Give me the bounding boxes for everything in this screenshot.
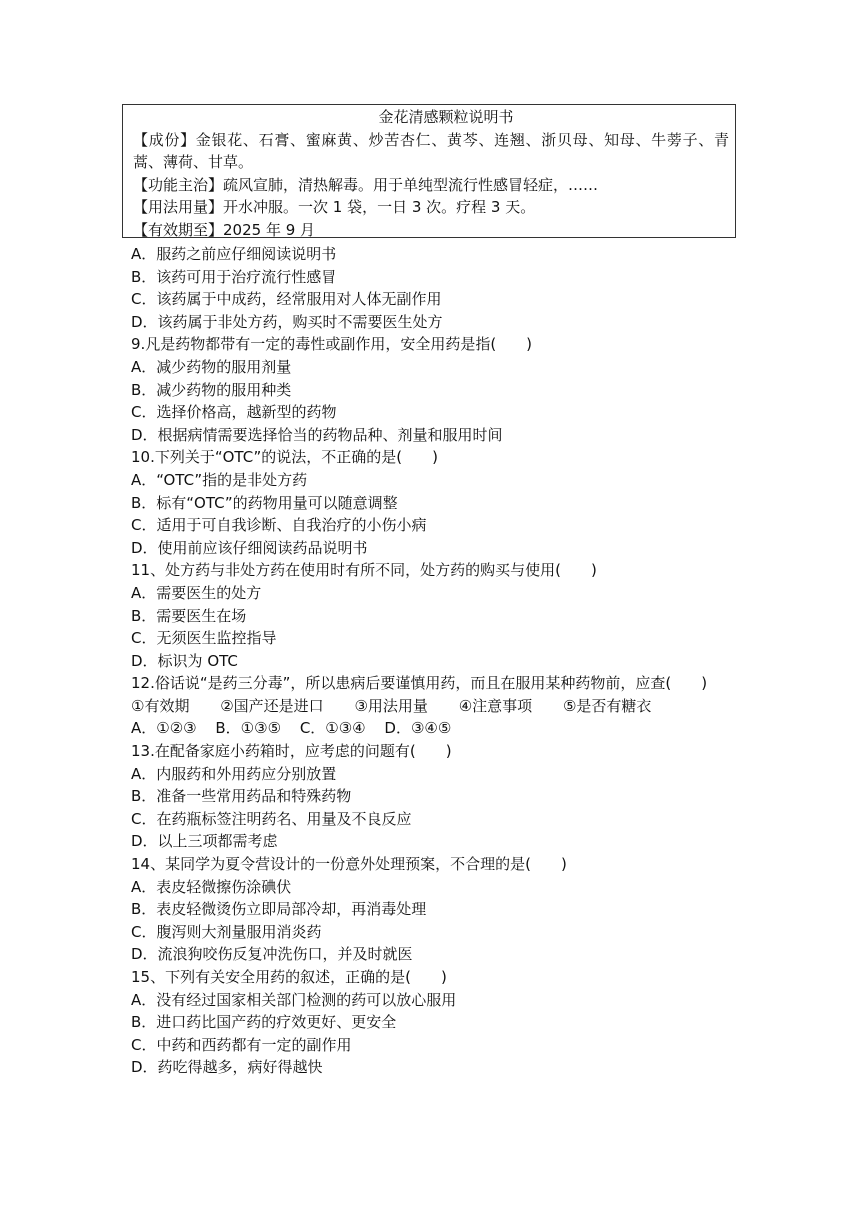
q14-option-b: B．表皮轻微烫伤立即局部冷却，再消毒处理 bbox=[131, 900, 427, 919]
q14-option-c: C．腹泻则大剂量服用消炎药 bbox=[131, 922, 322, 941]
leaflet-indications: 【功能主治】疏风宣肺，清热解毒。用于单纯型流行性感冒轻症，…… bbox=[133, 175, 599, 194]
q11-option-d: D．标识为 OTC bbox=[131, 651, 238, 670]
leaflet-title: 金花清感颗粒说明书 bbox=[378, 108, 514, 126]
q12-stem: 12.俗话说“是药三分毒”，所以患病后要谨慎用药，而且在服用某种药物前，应查( ) bbox=[131, 674, 708, 693]
leaflet-expiry: 【有效期至】2025 年 9 月 bbox=[133, 220, 316, 239]
q13-option-b: B．准备一些常用药品和特殊药物 bbox=[131, 787, 352, 806]
q15-stem: 15、下列有关安全用药的叙述，正确的是( ) bbox=[131, 968, 447, 986]
q14-option-a: A．表皮轻微擦伤涂碘伏 bbox=[131, 877, 292, 896]
q9-stem: 9.凡是药物都带有一定的毒性或副作用，安全用药是指( ) bbox=[131, 335, 533, 354]
q11-stem: 11、处方药与非处方药在使用时有所不同，处方药的购买与使用( ) bbox=[131, 561, 597, 580]
leaflet-dosage: 【用法用量】开水冲服。一次 1 袋，一日 3 次。疗程 3 天。 bbox=[133, 198, 536, 216]
q15-option-a: A．没有经过国家相关部门检测的药可以放心服用 bbox=[131, 990, 457, 1009]
q12-item-5: ⑤是否有糖衣 bbox=[562, 696, 652, 715]
q15-option-b: B．进口药比国产药的疗效更好、更安全 bbox=[131, 1013, 397, 1032]
q14-option-d: D．流浪狗咬伤反复冲洗伤口，并及时就医 bbox=[131, 945, 413, 964]
q14-stem: 14、某同学为夏令营设计的一份意外处理预案，不合理的是( ) bbox=[131, 855, 567, 874]
q10-option-d: D．使用前应该仔细阅读药品说明书 bbox=[131, 538, 368, 557]
q8-option-d: D．该药属于非处方药，购买时不需要医生处方 bbox=[131, 312, 443, 331]
q9-option-a: A．减少药物的服用剂量 bbox=[131, 357, 292, 376]
q12-items bbox=[131, 695, 743, 718]
q9-option-b: B．减少药物的服用种类 bbox=[131, 380, 292, 399]
q12-option-c: C．①③④ bbox=[299, 719, 366, 738]
q11-option-c: C．无须医生监控指导 bbox=[131, 629, 277, 648]
q15-option-c: C．中药和西药都有一定的副作用 bbox=[131, 1035, 352, 1054]
q13-stem: 13.在配备家庭小药箱时，应考虑的问题有( ) bbox=[131, 742, 452, 761]
q8-option-b: B．该药可用于治疗流行性感冒 bbox=[131, 267, 337, 286]
q8-option-c: C．该药属于中成药，经常服用对人体无副作用 bbox=[131, 290, 442, 309]
q11-option-a: A．需要医生的处方 bbox=[131, 583, 262, 602]
q9-option-c: C．选择价格高，越新型的药物 bbox=[131, 403, 337, 422]
q9-option-d: D．根据病情需要选择恰当的药物品种、剂量和服用时间 bbox=[131, 425, 503, 444]
leaflet-ingredients: 【成份】金银花、石膏、蜜麻黄、炒苦杏仁、黄芩、连翘、浙贝母、知母、牛蒡子、青蒿、薄荷、甘草。 bbox=[133, 130, 729, 171]
q10-option-a: A．“OTC”指的是非处方药 bbox=[131, 470, 308, 489]
q12-option-a: A．①②③ bbox=[131, 719, 197, 738]
q10-option-c: C．适用于可自我诊断、自我治疗的小伤小病 bbox=[131, 516, 427, 535]
question-list bbox=[131, 243, 743, 1079]
q11-option-b: B．需要医生在场 bbox=[131, 606, 247, 625]
instruction-leaflet-box bbox=[122, 104, 736, 238]
q13-option-a: A．内服药和外用药应分别放置 bbox=[131, 764, 337, 783]
q12-option-b: B．①③⑤ bbox=[215, 719, 282, 738]
q12-options bbox=[131, 717, 743, 740]
q13-option-d: D．以上三项都需考虑 bbox=[131, 832, 278, 851]
q12-item-3: ③用法用量 bbox=[354, 696, 428, 715]
q12-item-1: ①有效期 bbox=[131, 696, 190, 715]
q12-item-2: ②国产还是进口 bbox=[220, 696, 324, 715]
q10-stem: 10.下列关于“OTC”的说法，不正确的是( ) bbox=[131, 448, 438, 467]
q15-option-d: D．药吃得越多，病好得越快 bbox=[131, 1058, 323, 1077]
q12-item-4: ④注意事项 bbox=[458, 696, 533, 715]
q10-option-b: B．标有“OTC”的药物用量可以随意调整 bbox=[131, 493, 398, 512]
q12-option-d: D．③④⑤ bbox=[384, 719, 452, 738]
q13-option-c: C．在药瓶标签注明药名、用量及不良反应 bbox=[131, 809, 412, 828]
q8-option-a: A．服药之前应仔细阅读说明书 bbox=[131, 245, 337, 263]
